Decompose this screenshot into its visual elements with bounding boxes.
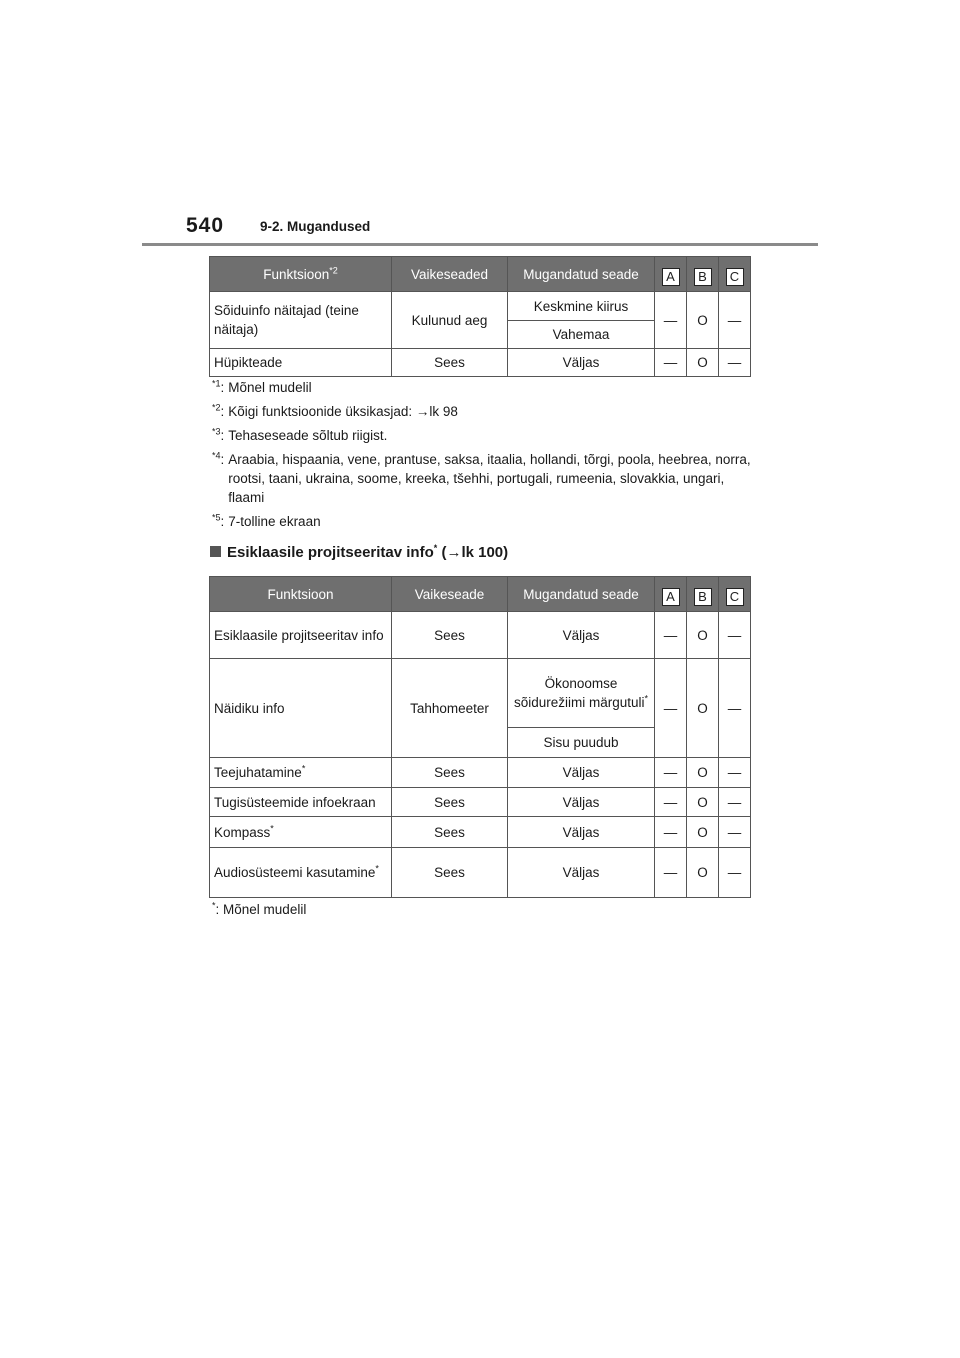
cell-b: O: [687, 848, 719, 898]
cell-default: Sees: [392, 788, 508, 817]
header-a: A: [655, 257, 687, 292]
cell-b: O: [687, 292, 719, 349]
table-row: [210, 817, 751, 848]
header-b: B: [687, 257, 719, 292]
header-divider: [142, 243, 818, 246]
cell-custom: Ökonoomse sõidurežiimi märgutuli*: [508, 659, 655, 728]
table-row: [210, 758, 751, 788]
footnote: $^{*1}$: Mõnel mudelil: [212, 378, 312, 395]
cell-default: Sees: [392, 758, 508, 788]
cell-a: —: [655, 758, 687, 788]
header-custom: Mugandatud seade: [508, 577, 655, 612]
header-function: Funktsioon: [210, 577, 392, 612]
cell-b: O: [687, 659, 719, 758]
cell-b: O: [687, 788, 719, 817]
cell-a: —: [655, 292, 687, 349]
table-row: [210, 612, 751, 659]
cell-c: —: [719, 758, 751, 788]
header-b: B: [687, 577, 719, 612]
cell-c: —: [719, 817, 751, 848]
cell-a: —: [655, 612, 687, 659]
cell-custom: Väljas: [508, 758, 655, 788]
cell-function: Hüpikteade: [210, 349, 392, 377]
footnote: $^{*4}$: Araabia, hispaania, vene, prantuse, saksa, itaalia, hollandi, tõrgi, poola, heebrea, norra, rootsi, taani, ukraina, soome, kreeka, tšehhi, portugali, rumeenia, slovakkia, ungari, flaami: [212, 450, 751, 505]
cell-function: Audiosüsteemi kasutamine*: [210, 848, 392, 898]
cell-default: Tahhomeeter: [392, 659, 508, 758]
cell-a: —: [655, 848, 687, 898]
cell-c: —: [719, 659, 751, 758]
table-row: [210, 848, 751, 898]
cell-function: Esiklaasile projitseeritav info: [210, 612, 392, 659]
cell-c: —: [719, 349, 751, 377]
cell-function: Näidiku info: [210, 659, 392, 758]
cell-c: —: [719, 612, 751, 659]
cell-custom: Väljas: [508, 817, 655, 848]
cell-a: —: [655, 659, 687, 758]
cell-b: O: [687, 349, 719, 377]
footnote-table-2: *: Mõnel mudelil: [212, 900, 307, 917]
cell-default: Sees: [392, 817, 508, 848]
cell-a: —: [655, 817, 687, 848]
footnotes-list: [212, 378, 752, 536]
cell-custom: Vahemaa: [508, 321, 655, 349]
page-number: 540: [186, 214, 225, 237]
table-row: [210, 659, 751, 728]
cell-function: Sõiduinfo näitajad (teine näitaja): [210, 292, 392, 349]
header-function: Funktsioon$^{*2}$: [210, 257, 392, 292]
cell-custom: Väljas: [508, 848, 655, 898]
cell-default: Sees: [392, 349, 508, 377]
header-c: C: [719, 257, 751, 292]
cell-function: Tugisüsteemide infoekraan: [210, 788, 392, 817]
cell-b: O: [687, 612, 719, 659]
cell-c: —: [719, 292, 751, 349]
cell-function: Kompass*: [210, 817, 392, 848]
header-c: C: [719, 577, 751, 612]
subsection-heading: Esiklaasile projitseeritav info* (→lk 100): [210, 544, 508, 561]
cell-default: Sees: [392, 612, 508, 659]
table-row: [210, 349, 751, 377]
cell-b: O: [687, 817, 719, 848]
cell-custom: Keskmine kiirus: [508, 292, 655, 321]
table-row: [210, 788, 751, 817]
cell-custom: Väljas: [508, 612, 655, 659]
cell-custom: Väljas: [508, 349, 655, 377]
header-custom: Mugandatud seade: [508, 257, 655, 292]
footnote: $^{*3}$: Tehaseseade sõltub riigist.: [212, 426, 388, 443]
settings-table-1: [209, 256, 751, 377]
cell-default: Kulunud aeg: [392, 292, 508, 349]
header-default: Vaikeseade: [392, 577, 508, 612]
cell-default: Sees: [392, 848, 508, 898]
footnote: $^{*2}$: Kõigi funktsioonide üksikasjad: →lk 98: [212, 402, 458, 419]
cell-custom: Sisu puudub: [508, 728, 655, 758]
cell-c: —: [719, 788, 751, 817]
footnote: $^{*5}$: 7-tolline ekraan: [212, 512, 321, 529]
cell-a: —: [655, 788, 687, 817]
square-bullet-icon: [210, 546, 221, 557]
cell-b: O: [687, 758, 719, 788]
table-row: [210, 292, 751, 321]
settings-table-2: [209, 576, 751, 898]
cell-custom: Väljas: [508, 788, 655, 817]
header-default: Vaikeseaded: [392, 257, 508, 292]
section-title: 9-2. Mugandused: [260, 219, 371, 234]
cell-function: Teejuhatamine*: [210, 758, 392, 788]
cell-a: —: [655, 349, 687, 377]
table-header-row: [210, 257, 751, 292]
table-header-row: [210, 577, 751, 612]
cell-c: —: [719, 848, 751, 898]
header-a: A: [655, 577, 687, 612]
